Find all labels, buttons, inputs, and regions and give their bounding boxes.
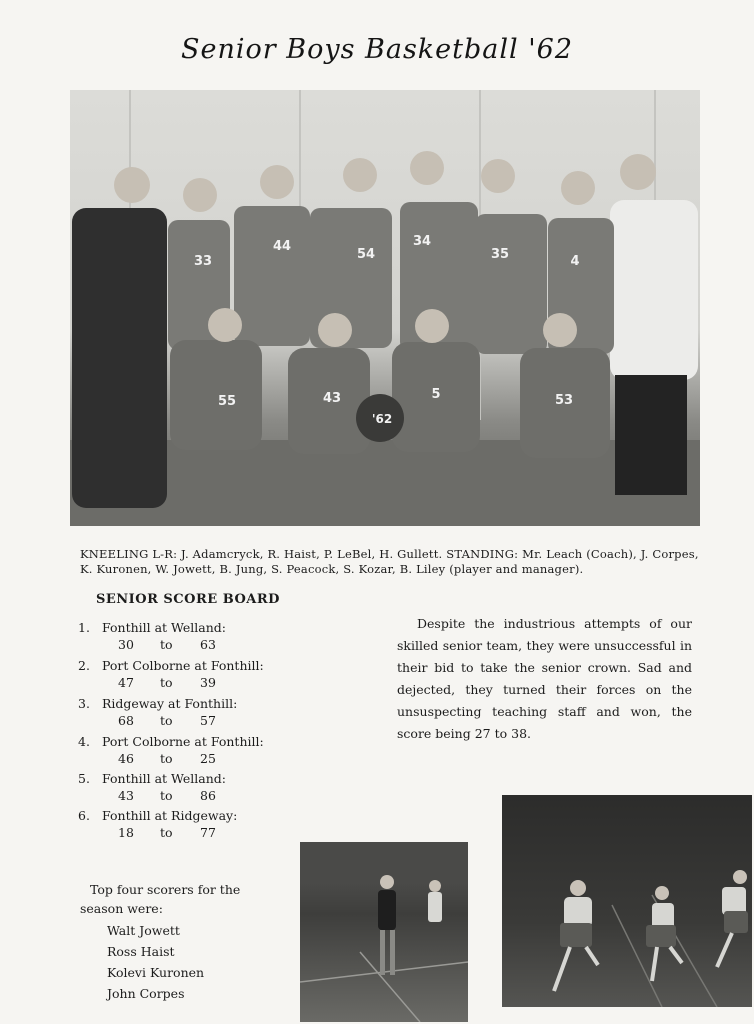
jersey-5: 5 [431, 387, 441, 402]
game-score-2: 63 [200, 637, 216, 652]
scorer-name: Kolevi Kuronen [107, 965, 205, 980]
game-action-photo [300, 842, 468, 1022]
game-6 [78, 808, 328, 840]
game-number: 4. [78, 734, 90, 749]
team-photo [70, 90, 700, 526]
game-score-1: 30 [118, 637, 134, 652]
game-score-1: 47 [118, 675, 134, 690]
game-number: 2. [78, 658, 90, 673]
team-photo-illustration [70, 90, 700, 526]
game-score-2: 57 [200, 713, 216, 728]
game-score-1: 68 [118, 713, 134, 728]
game-action-photo-illustration [300, 842, 468, 1022]
game-1 [78, 620, 328, 652]
game-number: 1. [78, 620, 90, 635]
season-summary-paragraph: Despite the industrious attempts of our skilled senior team, they were unsuccessful in their bid to take the senior crown. Sad and dejected, they turned their forces on the unsuspecting teaching staff and won, the score being 27 to 38. [397, 616, 692, 741]
ball-label: '62 [371, 412, 393, 426]
game-score-2: 86 [200, 788, 216, 803]
jersey-55: 55 [217, 394, 237, 409]
scorer-name: Ross Haist [107, 944, 175, 959]
scoreboard-heading: SENIOR SCORE BOARD [96, 592, 280, 607]
game-to: to [160, 788, 173, 803]
scorers-list [107, 920, 204, 1004]
game-to: to [160, 637, 173, 652]
game-number: 6. [78, 808, 90, 823]
game-matchup: Port Colborne at Fonthill: [102, 658, 264, 673]
jersey-35: 35 [490, 247, 510, 262]
jersey-54: 54 [356, 247, 376, 262]
game-3 [78, 696, 328, 728]
game-score-2: 39 [200, 675, 216, 690]
jersey-4: 4 [570, 254, 580, 269]
game-score-2: 77 [200, 825, 216, 840]
game-4 [78, 734, 328, 766]
game-to: to [160, 675, 173, 690]
girls-game-photo [502, 795, 752, 1007]
game-score-1: 43 [118, 788, 134, 803]
game-to: to [160, 825, 173, 840]
jersey-34: 34 [412, 234, 432, 249]
game-number: 5. [78, 771, 90, 786]
jersey-43: 43 [322, 391, 342, 406]
game-5 [78, 771, 328, 803]
scorer-name: Walt Jowett [107, 923, 180, 938]
page-title: Senior Boys Basketball '62 [180, 34, 574, 65]
scorer-name: John Corpes [107, 986, 185, 1001]
game-matchup: Fonthill at Welland: [102, 771, 226, 786]
game-to: to [160, 713, 173, 728]
girls-game-photo-illustration [502, 795, 752, 1007]
game-to: to [160, 751, 173, 766]
jersey-33: 33 [193, 254, 213, 269]
game-2 [78, 658, 328, 690]
game-score-1: 18 [118, 825, 134, 840]
game-score-2: 25 [200, 751, 216, 766]
scorers-intro: Top four scorers for the season were: [80, 882, 241, 916]
jersey-53: 53 [554, 393, 574, 408]
game-number: 3. [78, 696, 90, 711]
game-matchup: Port Colborne at Fonthill: [102, 734, 264, 749]
photo-caption: KNEELING L-R: J. Adamcryck, R. Haist, P. LeBel, H. Gullett. STANDING: Mr. Leach (Coach), J. Corpes, K. Kuronen, W. Jowett, B. Jung, S. Peacock, S. Kozar, B. Liley (player and manager). [80, 547, 699, 576]
game-matchup: Ridgeway at Fonthill: [102, 696, 238, 711]
game-score-1: 46 [118, 751, 134, 766]
jersey-44: 44 [272, 239, 292, 254]
game-matchup: Fonthill at Welland: [102, 620, 226, 635]
game-matchup: Fonthill at Ridgeway: [102, 808, 238, 823]
